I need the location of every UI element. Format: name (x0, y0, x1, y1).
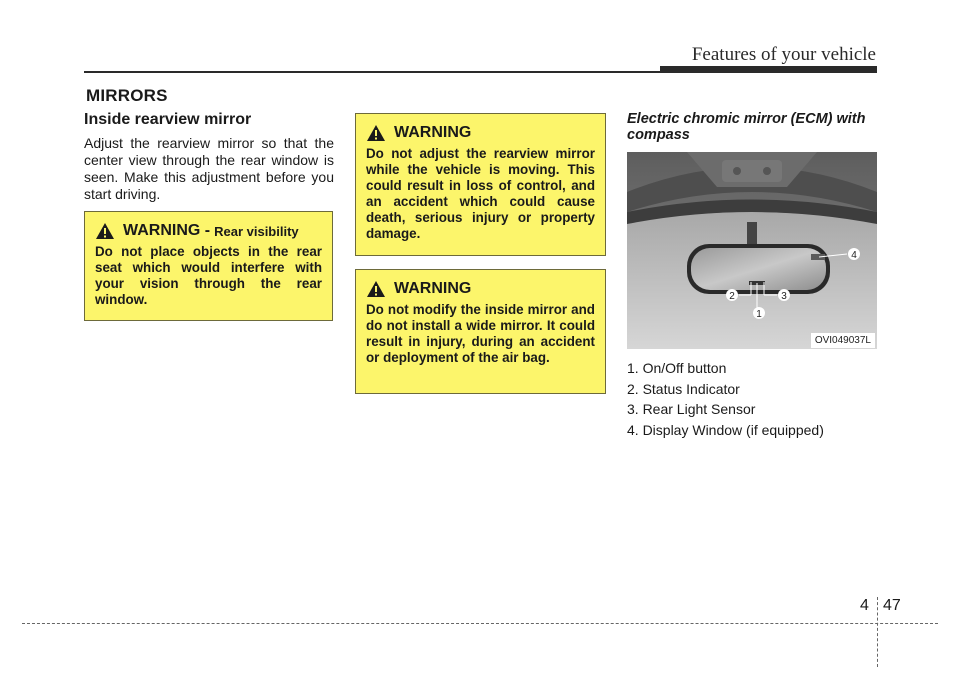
running-header: Features of your vehicle (691, 44, 876, 65)
footer-rule (22, 623, 938, 624)
ecm-mirror-photo (627, 152, 877, 349)
warning-triangle-icon (95, 222, 115, 240)
callout-2: 2 (729, 291, 735, 302)
legend-item: 1. On/Off button (627, 360, 727, 376)
legend-item: 3. Rear Light Sensor (627, 401, 756, 417)
warning-subtitle: Rear visibility (214, 223, 299, 239)
inside-mirror-heading: Inside rearview mirror (84, 111, 252, 128)
ecm-heading: Electric chromic mirror (ECM) with compass (627, 111, 866, 143)
warning-text: Do not modify the inside mirror and do not install a wide mirror. It could result in injury, during an accident or deployment of the air bag. (366, 302, 595, 365)
warning-text: Do not place objects in the rear seat which would interfere with your vision through the rear window. (95, 244, 322, 307)
warning-title: WARNING - (123, 222, 211, 239)
legend-item: 4. Display Window (if equipped) (627, 421, 824, 438)
chapter-number: 4 (860, 597, 869, 614)
warning-box-adjust-while-moving (355, 113, 606, 256)
warning-triangle-icon (366, 124, 386, 142)
warning-title: WARNING (394, 280, 472, 297)
inside-mirror-paragraph: Adjust the rearview mirror so that the center view through the rear window is seen. Make this adjustment before you start driving. (84, 135, 334, 202)
callout-1: 1 (756, 309, 762, 320)
section-title: MIRRORS (86, 86, 168, 105)
legend-item: 2. Status Indicator (627, 380, 740, 397)
callout-4: 4 (851, 250, 857, 261)
page-number: 47 (883, 597, 901, 614)
page-number-divider (877, 597, 878, 667)
warning-box-modify-mirror (355, 269, 606, 394)
header-rule-accent (660, 66, 877, 73)
warning-title: WARNING (394, 124, 472, 141)
warning-box-rear-visibility (84, 211, 333, 321)
ecm-legend (627, 358, 824, 440)
image-code-label: OVI049037L (811, 333, 875, 348)
warning-text: Do not adjust the rearview mirror while the vehicle is moving. This could result in loss of control, and an accident which could cause death, serious injury or property damage. (366, 146, 595, 241)
callout-3: 3 (781, 291, 787, 302)
warning-triangle-icon (366, 280, 386, 298)
